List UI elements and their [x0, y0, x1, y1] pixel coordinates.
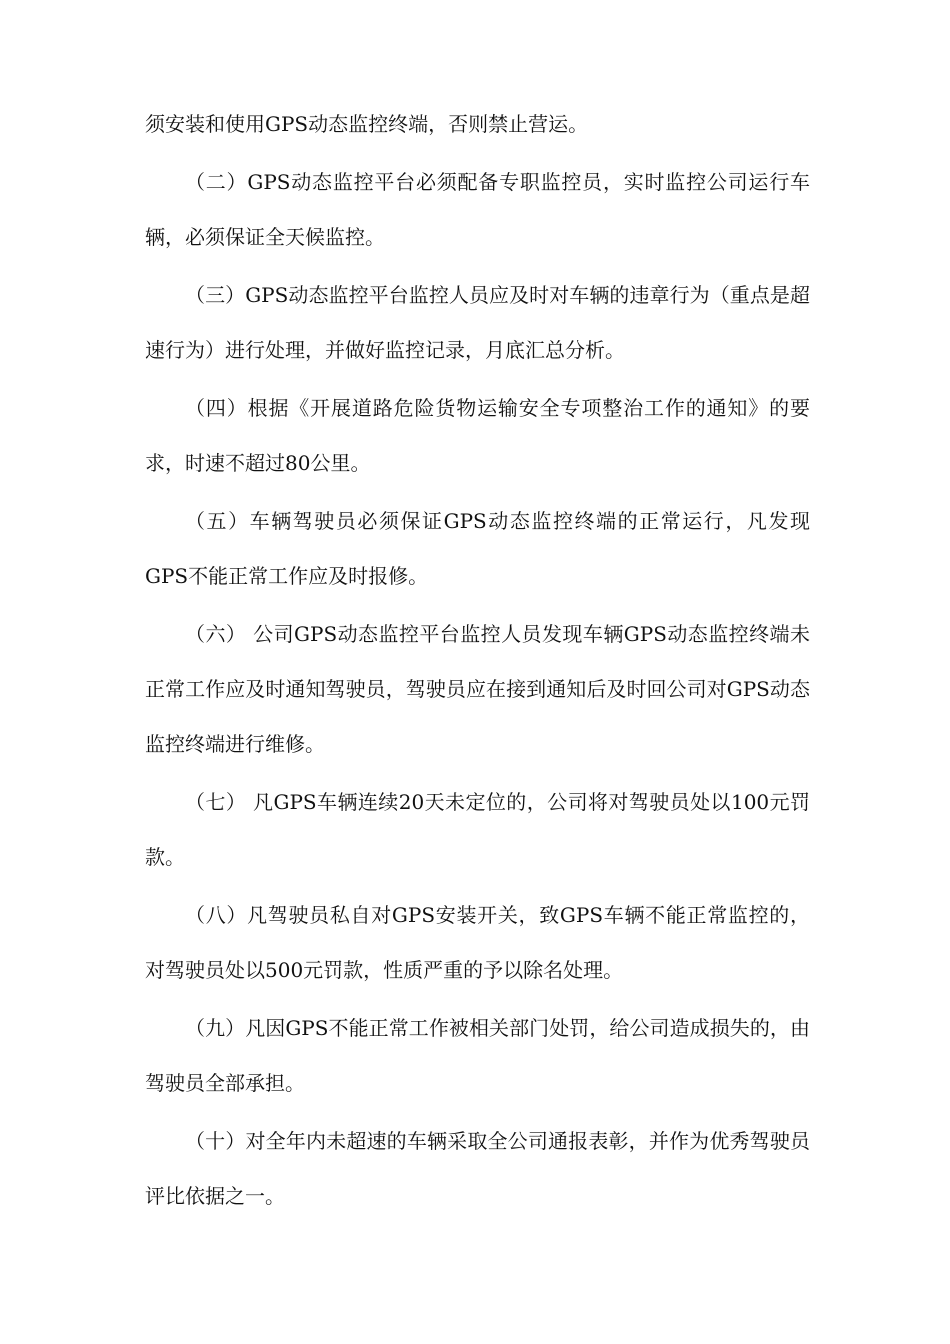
paragraph-item-5: （五）车辆驾驶员必须保证GPS动态监控终端的正常运行，凡发现GPS不能正常工作应及时报修。	[145, 509, 810, 588]
paragraph-item-8: （八）凡驾驶员私自对GPS安装开关，致GPS车辆不能正常监控的，对驾驶员处以500元罚款，性质严重的予以除名处理。	[145, 903, 810, 982]
paragraph-item-7: （七） 凡GPS车辆连续20天未定位的，公司将对驾驶员处以100元罚款。	[145, 790, 810, 869]
paragraph-item-9: （九）凡因GPS不能正常工作被相关部门处罚，给公司造成损失的，由驾驶员全部承担。	[145, 1016, 810, 1095]
paragraph-item-6: （六） 公司GPS动态监控平台监控人员发现车辆GPS动态监控终端未正常工作应及时通知驾驶员，驾驶员应在接到通知后及时回公司对GPS动态监控终端进行维修。	[145, 622, 810, 756]
paragraph-item-4: （四）根据《开展道路危险货物运输安全专项整治工作的通知》的要求，时速不超过80公里。	[145, 396, 810, 475]
paragraph-item-10: （十）对全年内未超速的车辆采取全公司通报表彰，并作为优秀驾驶员评比依据之一。	[145, 1129, 810, 1208]
document-body	[145, 97, 810, 1227]
paragraph-item-2: （二）GPS动态监控平台必须配备专职监控员，实时监控公司运行车辆，必须保证全天候监控。	[145, 170, 810, 249]
paragraph-item-3: （三）GPS动态监控平台监控人员应及时对车辆的违章行为（重点是超速行为）进行处理，并做好监控记录，月底汇总分析。	[145, 283, 810, 362]
paragraph-continuation: 须安装和使用GPS动态监控终端，否则禁止营运。	[145, 112, 589, 136]
